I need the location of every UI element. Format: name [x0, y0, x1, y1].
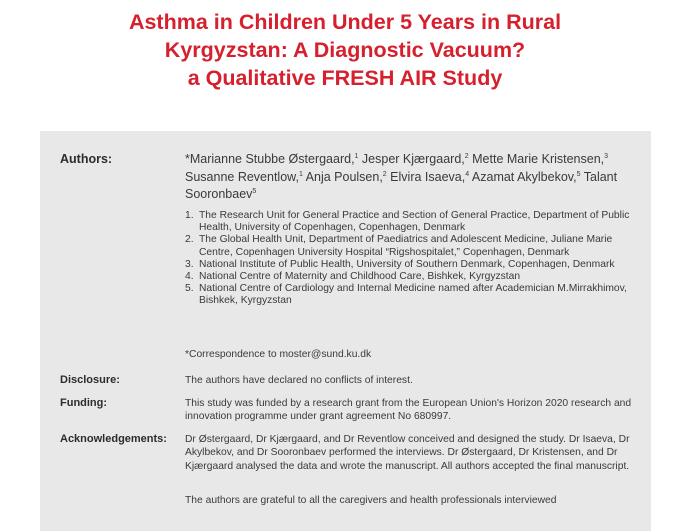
affiliation-item: [185, 283, 635, 307]
author-affil-sup: 1: [354, 153, 359, 160]
affiliation-text: National Centre of Maternity and Childhood Care, Bishkek, Kyrgyzstan: [199, 271, 521, 283]
disclosure-text: The authors have declared no conflicts of interest.: [185, 375, 413, 386]
title-line-3: a Qualitative FRESH AIR Study: [187, 66, 503, 90]
author-name: Susanne Reventlow,: [185, 169, 299, 184]
author-affil-sup: 5: [252, 188, 257, 195]
correspondence-note: *Correspondence to moster@sund.ku.dk: [185, 349, 372, 360]
affiliation-item: [185, 234, 635, 258]
funding-text: This study was funded by a research grant from the European Union's Horizon 2020 research and innovation programme under grant agreement No 680997.: [185, 398, 632, 423]
affiliation-text: National Institute of Public Health, University of Southern Denmark, Copenhagen, Denmark: [199, 258, 615, 270]
author-name: Mette Marie Kristensen,: [468, 152, 605, 166]
acknowledgements-label: Acknowledgements:: [60, 433, 167, 445]
affiliation-number: 2.: [185, 234, 194, 246]
paper-title: [0, 8, 690, 92]
title-line-2: Kyrgyzstan: A Diagnostic Vacuum?: [164, 38, 526, 62]
affiliation-item: [185, 210, 635, 234]
acknowledgements-text: Dr Østergaard, Dr Kjærgaard, and Dr Reventlow conceived and designed the study. Dr Isaeva, Dr Akylbekov, and Dr Sooronbaev performed the interviews. Dr Østergaard, Dr Kristensen, and Dr Kjærgaard analysed the data and wrote the manuscript. All authors accepted the final manuscript.: [185, 434, 630, 472]
affiliation-number: 5.: [185, 283, 194, 295]
disclosure-label: Disclosure:: [60, 374, 120, 386]
affiliation-item: [185, 259, 635, 271]
author-affil-sup: 4: [465, 170, 470, 178]
author-name: Jesper Kjærgaard,: [358, 152, 465, 166]
author-name: Azamat Akylbekov,: [469, 169, 577, 184]
affiliation-number: 4.: [185, 271, 194, 283]
affiliation-item: [185, 271, 635, 283]
author-affil-sup: 5: [576, 170, 581, 178]
authors-label: Authors:: [60, 152, 113, 166]
author-affil-sup: 1: [298, 170, 303, 178]
author-affil-sup: 3: [604, 153, 609, 160]
acknowledgements-text-continued: The authors are grateful to all the caregivers and health professionals interviewed: [185, 495, 557, 506]
author-name: Talant Sooronbaev: [185, 169, 618, 201]
author-name: *Marianne Stubbe Østergaard,: [185, 152, 355, 166]
title-line-1: Asthma in Children Under 5 Years in Rural: [128, 10, 562, 34]
author-affil-sup: 2: [464, 153, 469, 160]
funding-label: Funding:: [60, 397, 108, 409]
author-name: Anja Poulsen,: [302, 169, 383, 184]
affiliation-number: 1.: [185, 210, 194, 221]
affiliations-list: [185, 210, 635, 308]
affiliation-text: The Global Health Unit, Department of Paediatrics and Adolescent Medicine, Juliane Marie Centre, Copenhagen University Hospital “Rigshospitalet,” Copenhagen, Denmark: [199, 234, 613, 258]
authors-list: [185, 151, 635, 204]
affiliation-text: The Research Unit for General Practice and Section of General Practice, Department of Public Health, University of Copenhagen, Copenhagen, Denmark: [199, 210, 630, 234]
author-name: Elvira Isaeva,: [386, 169, 466, 184]
author-affil-sup: 2: [382, 170, 387, 178]
affiliation-number: 3.: [185, 258, 194, 270]
affiliation-text: National Centre of Cardiology and Internal Medicine named after Academician M.Mirrakhimov, Bishkek, Kyrgyzstan: [199, 283, 627, 307]
